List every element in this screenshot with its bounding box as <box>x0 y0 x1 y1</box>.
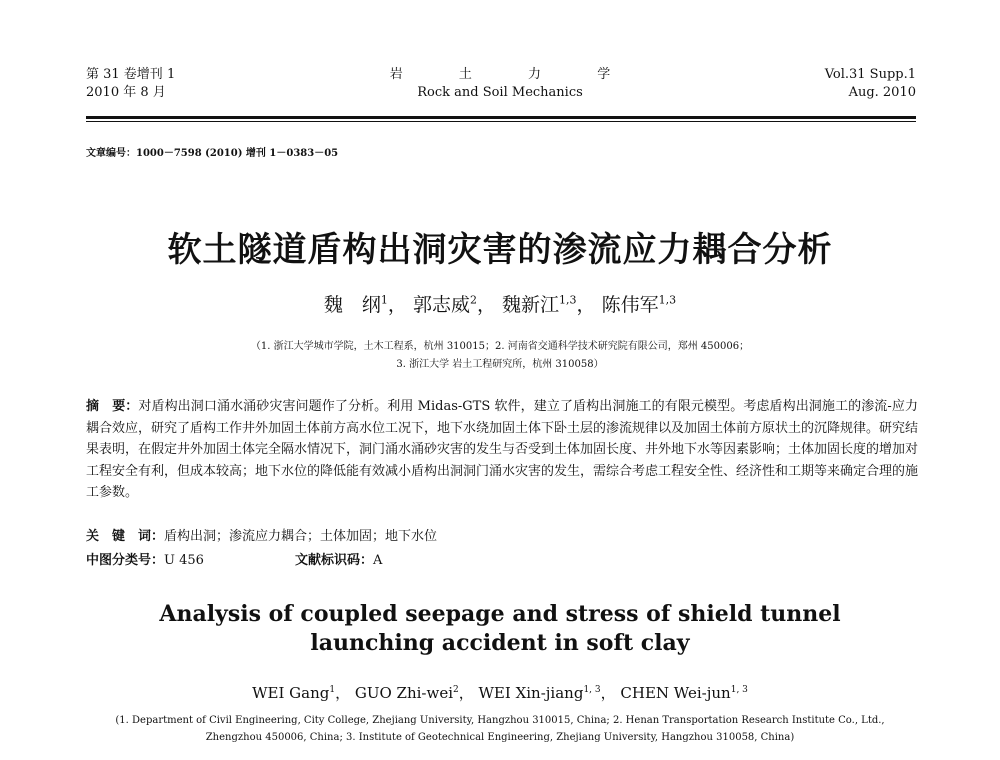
affiliations-cn <box>0 338 1000 374</box>
date-cn: 2010 年 8 月 <box>86 85 166 100</box>
classification-label: 中图分类号： <box>86 553 165 568</box>
author-en-sup: 2 <box>453 685 459 695</box>
paper-title-en <box>0 600 1000 658</box>
document-code <box>295 549 382 568</box>
abstract-text: 对盾构出洞口涌水涌砂灾害问题作了分析。利用 Midas-GTS 软件，建立了盾构出洞施工的有限元模型。考虑盾构出洞施工的渗流-应力耦合效应，研究了盾构工作井外加固土体前方高水位工况下，地下水绕加固土体下卧土层的渗流规律以及加固土体前方原状土的沉降规律。研究结果表明，在假定井外加固土体完全隔水情况下，洞门涌水涌砂灾害的发生与否受到土体加固长度、井外地下水等因素影响；土体加固长度的增加对工程安全有利，但成本较高；地下水位的降低能有效减小盾构出洞洞门涌水灾害的发生，需综合考虑工程安全性、经济性和工期等来确定合理的施工参数。 <box>86 399 919 500</box>
affiliation-en-line: Zhengzhou 450006, China; 3. Institute of Geotechnical Engineering, Zhejiang University, Hangzhou 310058, China) <box>205 732 795 743</box>
affiliation-cn-line: （1. 浙江大学城市学院，土木工程系，杭州 310015；2. 河南省交通科学技术研究院有限公司，郑州 450006； <box>250 341 750 352</box>
author-en: WEI Xin-jiang <box>478 684 584 702</box>
author-cn: 郭志威 <box>412 294 470 316</box>
author-cn-sup: 2 <box>469 293 477 307</box>
journal-name <box>300 66 700 102</box>
author-en-sup: 1, 3 <box>583 685 601 695</box>
keywords-label: 关 键 词： <box>86 529 165 544</box>
volume-issue-en: Vol.31 Supp.1 <box>824 67 916 82</box>
author-en: GUO Zhi-wei <box>354 684 453 702</box>
keywords-text: 盾构出洞；渗流应力耦合；土体加固；地下水位 <box>164 529 438 544</box>
abstract-label: 摘 要： <box>86 399 139 414</box>
journal-info-left <box>86 66 175 102</box>
author-cn-sup: 1,3 <box>658 293 677 307</box>
abstract-cn <box>86 396 918 504</box>
paper-title-cn: 软土隧道盾构出洞灾害的渗流应力耦合分析 <box>167 230 833 270</box>
authors-cn: 魏 纲$^1$， 郭志威$^2$， 魏新江$^{1,3}$， 陈伟军$^{1,3}$ <box>323 293 677 316</box>
authors-en: WEI Gang$^1$， GUO Zhi-wei$^2$， WEI Xin-jiang$^{1, 3}$， CHEN Wei-jun$^{1, 3}$ <box>252 684 748 702</box>
classification-number <box>86 549 204 568</box>
author-en-sup: 1, 3 <box>730 685 748 695</box>
paper-title-en-line: Analysis of coupled seepage and stress of shield tunnel <box>159 601 841 627</box>
paper-title-en-line: launching accident in soft clay <box>310 630 690 656</box>
author-cn: 陈伟军 <box>601 294 659 316</box>
affiliation-en-line: (1. Department of Civil Engineering, City College, Zhejiang University, Hangzhou 310015, China; 2. Henan Transportation Research Institute Co., Ltd., <box>115 715 885 726</box>
affiliations-en <box>0 712 1000 746</box>
journal-info-right <box>825 66 916 102</box>
author-en-sup: 1 <box>329 685 336 695</box>
keywords-cn <box>86 525 918 544</box>
document-code-label: 文献标识码： <box>295 553 374 568</box>
document-code-value: A <box>373 553 383 568</box>
date-en: Aug. 2010 <box>848 85 916 100</box>
volume-issue-cn: 第 31 卷增刊 1 <box>86 67 176 82</box>
header-rule-thin <box>86 121 916 122</box>
author-cn-sup: 1 <box>380 293 388 307</box>
author-cn: 魏新江 <box>502 294 560 316</box>
author-en: WEI Gang <box>252 684 330 702</box>
journal-name-en: Rock and Soil Mechanics <box>417 85 583 100</box>
classification-value: U 456 <box>164 553 204 568</box>
author-cn: 魏 纲 <box>323 294 381 316</box>
header-rule-thick <box>86 116 916 119</box>
journal-name-cn: 岩 土 力 学 <box>389 67 637 82</box>
author-cn-sup: 1,3 <box>559 293 577 307</box>
article-number: 文章编号：1000－7598 (2010) 增刊 1－0383－05 <box>86 148 339 159</box>
author-en: CHEN Wei-jun <box>620 684 731 702</box>
affiliation-cn-line: 3. 浙江大学 岩土工程研究所，杭州 310058） <box>396 359 604 370</box>
